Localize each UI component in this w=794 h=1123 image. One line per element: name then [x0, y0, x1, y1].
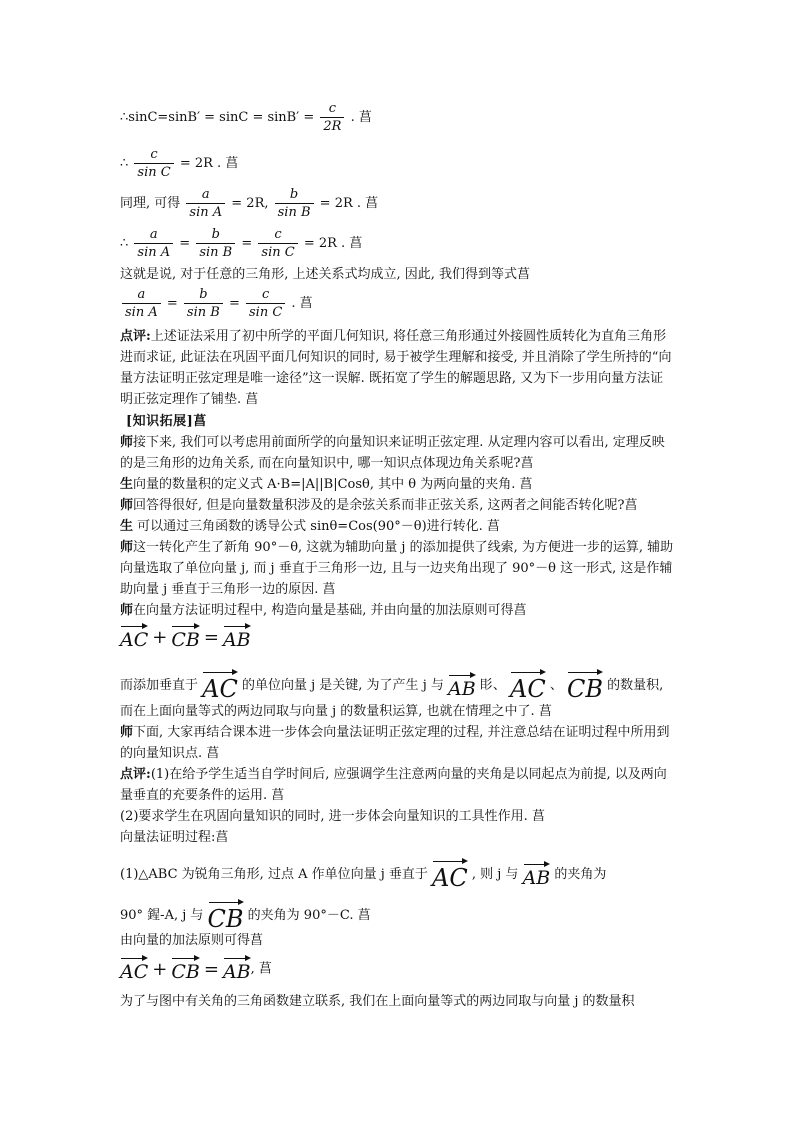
denominator: 2R: [320, 117, 344, 135]
proof-line-2: [120, 898, 371, 933]
text-segment: 90° 鍟-A, j 与: [120, 908, 204, 923]
denominator: sin C: [246, 303, 285, 321]
dialogue-paragraph: [120, 516, 676, 537]
vector-ac: AC: [510, 668, 546, 703]
dialogue-text: 这一转化产生了新角 90°－θ, 这就为辅助向量 j 的添加提供了线索, 为方便进一步的运算, 辅助向量选取了单位向量 j, 而 j 垂直于三角形一边, 且与一边夹角出现了 90°－θ 这一形式, 这是作辅助向量 j 垂直于三角形一边的原因. 菖: [120, 540, 674, 597]
equation-line-2: [120, 146, 238, 181]
text-segment: 的夹角为 90°－C. 菖: [247, 908, 371, 923]
text-segment: , 则 j 与: [471, 867, 519, 882]
equation-tail: , 菖: [250, 961, 272, 977]
equation-tail: = 2R . 菖: [179, 156, 239, 171]
equals-sign: =: [241, 236, 253, 251]
text-segment: 、: [549, 678, 563, 693]
equation-line-3: [120, 186, 378, 221]
student-label: 生: [120, 519, 134, 534]
plus-sign: +: [152, 626, 168, 648]
dialogue-text: 向量的数量积的定义式 A·B=|A||B|Cosθ, 其中 θ 为两向量的夹角. 菖: [133, 477, 533, 492]
dialogue-text: 接下来, 我们可以考虑用前面所学的向量知识来证明正弦定理. 从定理内容可以看出, 定理反映的是三角形的边角关系, 而在向量知识中, 哪一知识点体现边角关系呢?菖: [120, 435, 665, 471]
vector-ab: AB: [223, 622, 251, 652]
vector-cb: CB: [171, 622, 200, 652]
numerator: c: [328, 101, 337, 116]
equation-tail: . 菖: [291, 296, 313, 311]
vector-cb: CB: [567, 668, 603, 703]
teacher-label: 师: [120, 435, 134, 450]
equals-sign: =: [203, 626, 219, 648]
fraction: [275, 186, 314, 221]
equation-text: = 2R,: [231, 196, 269, 211]
vector-ac: AC: [120, 954, 148, 984]
vector-equation-2: [120, 954, 272, 984]
teacher-label: 师: [120, 725, 134, 740]
vector-cb: CB: [171, 954, 200, 984]
denominator: sin B: [275, 203, 314, 221]
denominator: sin C: [134, 163, 173, 181]
denominator: sin C: [258, 243, 297, 261]
denominator: sin A: [186, 203, 225, 221]
text-line: 而在上面向量等式的两边同取与向量 j 的数量积运算, 也就在情理之中了. 菖: [120, 704, 552, 719]
equals-sign: =: [228, 296, 240, 311]
text-line: 由向量的加法原则可得菖: [120, 933, 264, 948]
text-segment: 而添加垂直于: [120, 678, 199, 693]
text-segment: 的数量积,: [607, 678, 664, 693]
equals-sign: =: [179, 236, 191, 251]
fraction: [186, 186, 225, 221]
vector-ab: AB: [523, 860, 551, 890]
equals-sign: =: [166, 296, 178, 311]
vector-cb: CB: [208, 898, 244, 933]
equation-line-1: [120, 100, 372, 135]
teacher-label: 师: [120, 540, 134, 555]
commentary-text: (1)在给予学生适当自学时间后, 应强调学生注意两向量的夹角是以同起点为前提, 以及两向量垂直的充要条件的运用. 菖: [120, 767, 667, 803]
equation-text: 同理, 可得: [120, 196, 181, 211]
equation-tail: = 2R . 菖: [303, 236, 363, 251]
equation-tail: = 2R . 菖: [319, 196, 379, 211]
section-title: [知识拓展]菖: [126, 414, 207, 429]
text-with-vectors: [120, 668, 663, 703]
denominator: sin B: [196, 243, 235, 261]
numerator: c: [274, 227, 282, 242]
fraction: [134, 226, 173, 261]
text-segment: 的夹角为: [554, 867, 607, 882]
numerator: a: [201, 187, 210, 202]
section-heading: [126, 411, 207, 432]
text-line: 这就是说, 对于任意的三角形, 上述关系式均成立, 因此, 我们得到等式菖: [120, 267, 531, 282]
teacher-label: 师: [120, 603, 134, 618]
proof-line-1: [120, 857, 606, 892]
text-segment: (1)△ABC 为锐角三角形, 过点 A 作单位向量 j 垂直于: [120, 867, 428, 882]
plus-sign: +: [152, 958, 168, 980]
equation-text: ∴sinC=sinB′ = sinC = sinB′ =: [120, 110, 315, 125]
numerator: a: [149, 227, 158, 242]
numerator: a: [137, 287, 146, 302]
commentary-paragraph: [120, 326, 676, 410]
vector-ac: AC: [120, 622, 148, 652]
fraction: [134, 146, 173, 181]
dialogue-paragraph: [120, 474, 676, 495]
denominator: sin B: [184, 303, 223, 321]
equation-tail: . 菖: [350, 110, 372, 125]
fraction: [184, 286, 223, 321]
denominator: sin A: [122, 303, 161, 321]
fraction: [196, 226, 235, 261]
dialogue-text: 下面, 大家再结合课本进一步体会向量法证明正弦定理的过程, 并注意总结在证明过程中所用到的向量知识点. 菖: [120, 725, 670, 761]
numerator: c: [262, 287, 270, 302]
equation-line-6: [120, 286, 313, 321]
numerator: b: [289, 187, 299, 202]
dialogue-paragraph: [120, 432, 676, 474]
commentary-label: 点评:: [120, 329, 151, 344]
numerator: b: [199, 287, 208, 302]
vector-ac: AC: [202, 668, 238, 703]
equation-line-4: [120, 226, 362, 261]
denominator: sin A: [134, 243, 173, 261]
numerator: b: [211, 227, 220, 242]
vector-equation-1: [120, 622, 251, 652]
vector-ab: AB: [448, 671, 476, 701]
equals-sign: =: [203, 958, 219, 980]
fraction: [246, 286, 285, 321]
dialogue-text: 可以通过三角函数的诱导公式 sinθ=Cos(90°－θ)进行转化. 菖: [133, 519, 500, 534]
fraction: [122, 286, 161, 321]
numerator: c: [150, 147, 158, 162]
vector-ab: AB: [223, 954, 251, 984]
text-line: 为了与图中有关角的三角函数建立联系, 我们在上面向量等式的两边同取与向量 j 的数量积: [120, 994, 635, 1009]
dialogue-paragraph: [120, 537, 676, 600]
dialogue-text: 回答得很好, 但是向量数量积涉及的是余弦关系而非正弦关系, 这两者之间能否转化呢?菖: [133, 498, 638, 513]
vector-ac: AC: [432, 857, 468, 892]
text-segment: 䀐、: [479, 678, 506, 693]
dialogue-paragraph: [120, 722, 676, 764]
student-label: 生: [120, 477, 134, 492]
commentary-text: 上述证法采用了初中所学的平面几何知识, 将任意三角形通过外接圆性质转化为直角三角形进而求证, 此证法在巩固平面几何知识的同时, 易于被学生理解和接受, 并且消除了学生所持的“向量方法证明正弦定理是唯一途径”这一误解. 既拓宽了学生的解题思路, 又为下一步用向量方法证明正弦定理作了铺垫. 菖: [120, 329, 672, 407]
commentary-label: 点评:: [120, 767, 151, 782]
therefore-symbol: ∴: [120, 236, 129, 251]
text-line: 向量法证明过程:菖: [120, 830, 229, 845]
commentary-paragraph: [120, 764, 676, 806]
dialogue-text: 在向量方法证明过程中, 构造向量是基础, 并由向量的加法原则可得菖: [133, 603, 527, 618]
therefore-symbol: ∴: [120, 156, 129, 171]
fraction: [320, 100, 344, 135]
dialogue-paragraph: [120, 495, 676, 516]
text-line: (2)要求学生在巩固向量知识的同时, 进一步体会向量知识的工具性作用. 菖: [120, 809, 545, 824]
text-segment: 的单位向量 j 是关键, 为了产生 j 与: [242, 678, 444, 693]
teacher-label: 师: [120, 498, 134, 513]
dialogue-paragraph: [120, 600, 676, 621]
fraction: [258, 226, 297, 261]
